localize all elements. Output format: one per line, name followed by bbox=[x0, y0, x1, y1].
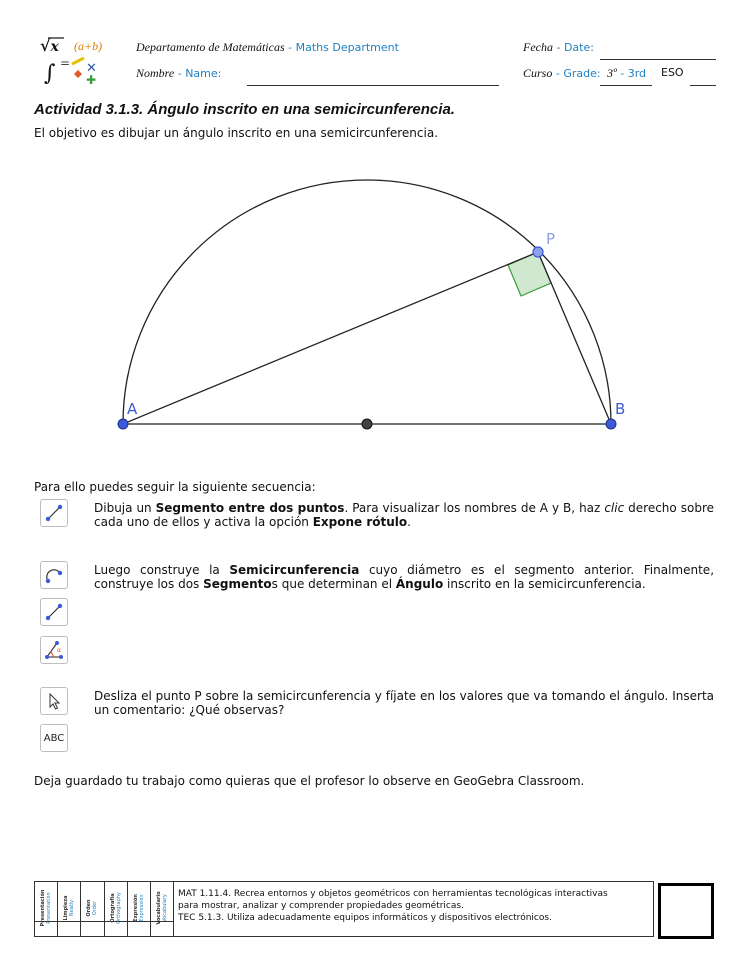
segment-ap bbox=[123, 252, 538, 424]
criterion-expression: Expresión Expression bbox=[128, 882, 151, 936]
svg-text:=: = bbox=[60, 56, 71, 70]
activity-intro: El objetivo es dibujar un ángulo inscrito en una semicircunferencia. bbox=[34, 126, 438, 140]
semicircle-figure bbox=[110, 170, 630, 440]
angle-tool-icon[interactable] bbox=[40, 636, 68, 664]
maths-logo bbox=[34, 34, 114, 86]
grade-box[interactable] bbox=[658, 883, 714, 939]
criterion-vocabulary: Vocabulario Vocabulary bbox=[151, 882, 173, 936]
center-point bbox=[362, 419, 372, 429]
step-3-text: Desliza el punto P sobre la semicircunferencia y fíjate en los valores que va tomando el ángulo. Inserta un comentario: ¿Qué observas? bbox=[94, 689, 714, 717]
date-label: Fecha - Date: bbox=[523, 40, 594, 54]
criteria-table bbox=[34, 881, 174, 937]
name-label: Nombre - Name: bbox=[136, 66, 222, 80]
standards-text: MAT 1.11.4. Recrea entornos y objetos geométricos con herramientas tecnológicas interactivas para mostrar, analizar y comprender propiedades geométricas. TEC 5.1.3. Utiliza adecuadamente equipos informáticos y dispositivos electrónicos. bbox=[174, 881, 654, 937]
course-value: 3º - 3rd bbox=[607, 66, 647, 80]
criterion-order: Orden Order bbox=[81, 882, 104, 936]
evaluation-footer bbox=[34, 881, 654, 937]
label-a: A bbox=[127, 400, 138, 418]
sequence-intro: Para ello puedes seguir la siguiente secuencia: bbox=[34, 480, 316, 494]
department-label: Departamento de Matemáticas - Maths Department bbox=[136, 40, 399, 54]
activity-title: Actividad 3.1.3. Ángulo inscrito en una semicircunferencia. bbox=[34, 101, 455, 118]
criterion-neatly: Limpieza Neatly bbox=[58, 882, 81, 936]
svg-text:∫: ∫ bbox=[44, 61, 56, 86]
semicircle-tool-icon[interactable] bbox=[40, 561, 68, 589]
name-field-line[interactable] bbox=[247, 85, 499, 86]
closing-note: Deja guardado tu trabajo como quieras que el profesor lo observe en GeoGebra Classroom. bbox=[34, 774, 585, 788]
label-b: B bbox=[615, 400, 626, 418]
segment-pb bbox=[538, 252, 611, 424]
label-p: P bbox=[546, 230, 556, 248]
right-angle-marker bbox=[508, 252, 551, 296]
svg-text:α: α bbox=[57, 647, 61, 654]
point-p bbox=[533, 247, 543, 257]
course-label: Curso - Grade: bbox=[523, 66, 601, 80]
date-field-line[interactable] bbox=[600, 59, 716, 60]
segment-tool-icon-2[interactable] bbox=[40, 598, 68, 626]
svg-text:✚: ✚ bbox=[86, 73, 97, 86]
segment-tool-icon[interactable] bbox=[40, 499, 68, 527]
step-1-text: Dibuja un Segmento entre dos puntos. Para visualizar los nombres de A y B, haz clic derecho sobre cada uno de ellos y activa la opción Expone rótulo. bbox=[94, 501, 714, 529]
move-tool-icon[interactable] bbox=[40, 687, 68, 715]
criterion-presentation: Presentación Presentation bbox=[35, 882, 58, 936]
text-tool-icon[interactable]: ABC bbox=[40, 724, 68, 752]
semicircle-arc bbox=[123, 180, 611, 424]
criterion-orthography: Ortografía Orthography bbox=[105, 882, 128, 936]
point-b bbox=[606, 419, 616, 429]
logo-formula: (a+b) bbox=[74, 39, 103, 53]
course-field-line bbox=[600, 85, 652, 86]
point-a bbox=[118, 419, 128, 429]
level-field-line bbox=[690, 85, 716, 86]
step-2-text: Luego construye la Semicircunferencia cuyo diámetro es el segmento anterior. Finalmente, construye los dos Segmentos que determinan el Ángulo inscrito en la semicircunferencia. bbox=[94, 563, 715, 591]
svg-text:✕: ✕ bbox=[86, 61, 97, 76]
course-level: ESO bbox=[661, 66, 684, 79]
svg-text:√x: √x bbox=[40, 36, 59, 55]
